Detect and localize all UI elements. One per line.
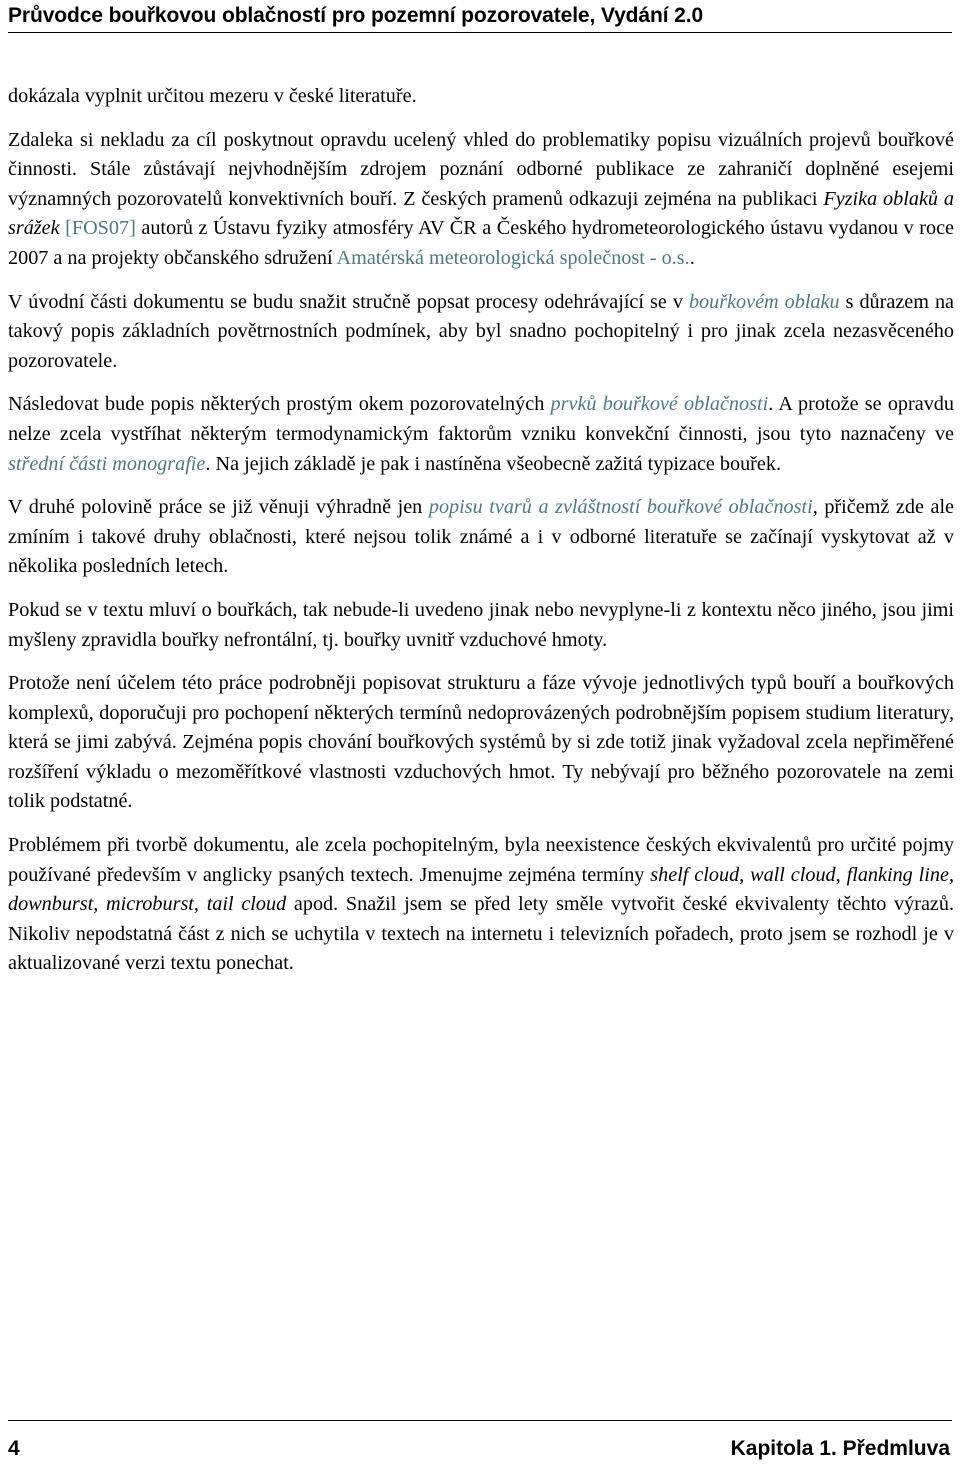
book-title: Fyzika oblaků a srážek bbox=[8, 187, 954, 240]
term-downburst: downburst bbox=[8, 893, 94, 916]
page-footer bbox=[8, 1420, 952, 1460]
paragraph-2-text-3: autorů z Ústavu fyziky atmosféry AV ČR a Českého hydrometeorologického ústavu vydanou v roce 2007 a na projekty občanského sdružení bbox=[8, 217, 954, 269]
term-shelf-cloud: shelf cloud bbox=[650, 863, 740, 886]
page-header bbox=[8, 2, 952, 33]
page-number: 4 bbox=[8, 1437, 20, 1460]
paragraph-3-text-1: V úvodní části dokumentu se budu snažit stručně popsat procesy odehrávající se v bbox=[8, 290, 689, 313]
term-separator: , bbox=[193, 893, 207, 916]
term-separator: , bbox=[93, 893, 107, 916]
paragraph-3-text-2: s důrazem na takový popis základních povětrnostních podmínek, aby byl snadno pochopitelný i pro jinak zcela nezasvěceného pozorovatele. bbox=[8, 290, 954, 372]
page-content bbox=[8, 82, 954, 993]
term-separator: , bbox=[835, 863, 847, 886]
term-separator: , bbox=[739, 863, 751, 886]
paragraph-5-text-2: , přičemž zde ale zmíním i takové druhy oblačnosti, které nejsou tolik známé a i v odborné literatuře se začínají vyskytovat až v několika posledních letech. bbox=[8, 496, 955, 578]
paragraph-3 bbox=[8, 288, 954, 377]
paragraph-2-text-4: . bbox=[689, 246, 695, 269]
organization-link[interactable]: Amatérská meteorologická společnost - o.s. bbox=[336, 246, 690, 269]
paragraph-5-text-1: V druhé polovině práce se již věnuji výhradně jen bbox=[8, 496, 429, 519]
paragraph-6: Pokud se v textu mluví o bouřkách, tak nebude-li uvedeno jinak nebo nevyplyne-li z kontextu něco jiného, jsou jimi myšleny zpravidla bouřky nefrontální, tj. bouřky uvnitř vzduchové hmoty. bbox=[8, 598, 954, 651]
storm-cloud-link[interactable]: bouřkovém oblaku bbox=[688, 290, 840, 313]
term-separator: , bbox=[948, 863, 954, 886]
paragraph-4-text-2: . A protože se opravdu nelze zcela vystříhat některým termodynamickým faktorům vzniku konvekční činnosti, jsou tyto naznačeny ve bbox=[8, 393, 954, 445]
citation-link[interactable]: [FOS07] bbox=[65, 217, 136, 240]
middle-part-link[interactable]: střední části monografie bbox=[8, 452, 206, 475]
paragraph-8 bbox=[8, 831, 954, 979]
paragraph-4-text-3: . Na jejich základě je pak i nastíněna všeobecně zažitá typizace bouřek. bbox=[205, 452, 782, 475]
paragraph-4-text-1: Následovat bude popis některých prostým okem pozorovatelných bbox=[8, 393, 551, 416]
term-wall-cloud: wall cloud bbox=[750, 863, 836, 886]
paragraph-1: dokázala vyplnit určitou mezeru v české literatuře. bbox=[8, 85, 417, 107]
term-tail-cloud: tail cloud bbox=[206, 893, 287, 916]
paragraph-2 bbox=[8, 126, 954, 274]
paragraph-7: Protože není účelem této práce podrobněji popisovat strukturu a fáze vývoje jednotlivých typů bouří a bouřkových komplexů, doporučuji pro pochopení některých termínů nedoprovázených podrobnějším popisem studium literatury, která se jimi zabývá. Zejména popis chování bouřkových systémů by si zde totiž jinak vyžadoval zcela nepřiměřené rozšíření výkladu o mezoměřítkové vlastnosti vzduchových hmot. Ty nebývají pro běžného pozorovatele na zemi tolik podstatné. bbox=[8, 672, 954, 813]
paragraph-2-text-1: Zdaleka si nekladu za cíl poskytnout opravdu ucelený vhled do problematiky popisu vizuálních projevů bouřkové činnosti. Stále zůstávají nejvhodnějším zdrojem poznání odborné publikace ze zahraničí doplněné esejemi významných pozorovatelů konvektivních bouří. Z českých pramenů odkazuji zejména na publikaci bbox=[8, 128, 954, 210]
chapter-title: Kapitola 1. Předmluva bbox=[730, 1437, 950, 1460]
term-flanking-line: flanking line bbox=[846, 863, 949, 886]
term-microburst: microburst bbox=[106, 893, 194, 916]
document-title: Průvodce bouřkovou oblačností pro pozemní pozorovatele, Vydání 2.0 bbox=[8, 4, 704, 27]
paragraph-4 bbox=[8, 390, 954, 479]
cloud-elements-link[interactable]: prvků bouřkové oblačnosti bbox=[550, 393, 769, 416]
paragraph-8-text-1: Problémem při tvorbě dokumentu, ale zcela pochopitelným, byla neexistence českých ekvivalentů pro určité pojmy používané především v anglicky psaných textech. Jmenujme zejména termíny bbox=[8, 834, 954, 886]
paragraph-5 bbox=[8, 493, 954, 582]
paragraph-8-text-2: apod. Snažil jsem se před lety směle vytvořit české ekvivalenty těchto výrazů. Nikoliv nepodstatná část z nich se uchytila v textech na internetu i televizních pořadech, proto jsem se rozhodl je v aktualizované verzi textu ponechat. bbox=[8, 893, 955, 975]
cloud-shapes-link[interactable]: popisu tvarů a zvláštností bouřkové oblačnosti bbox=[428, 496, 813, 519]
